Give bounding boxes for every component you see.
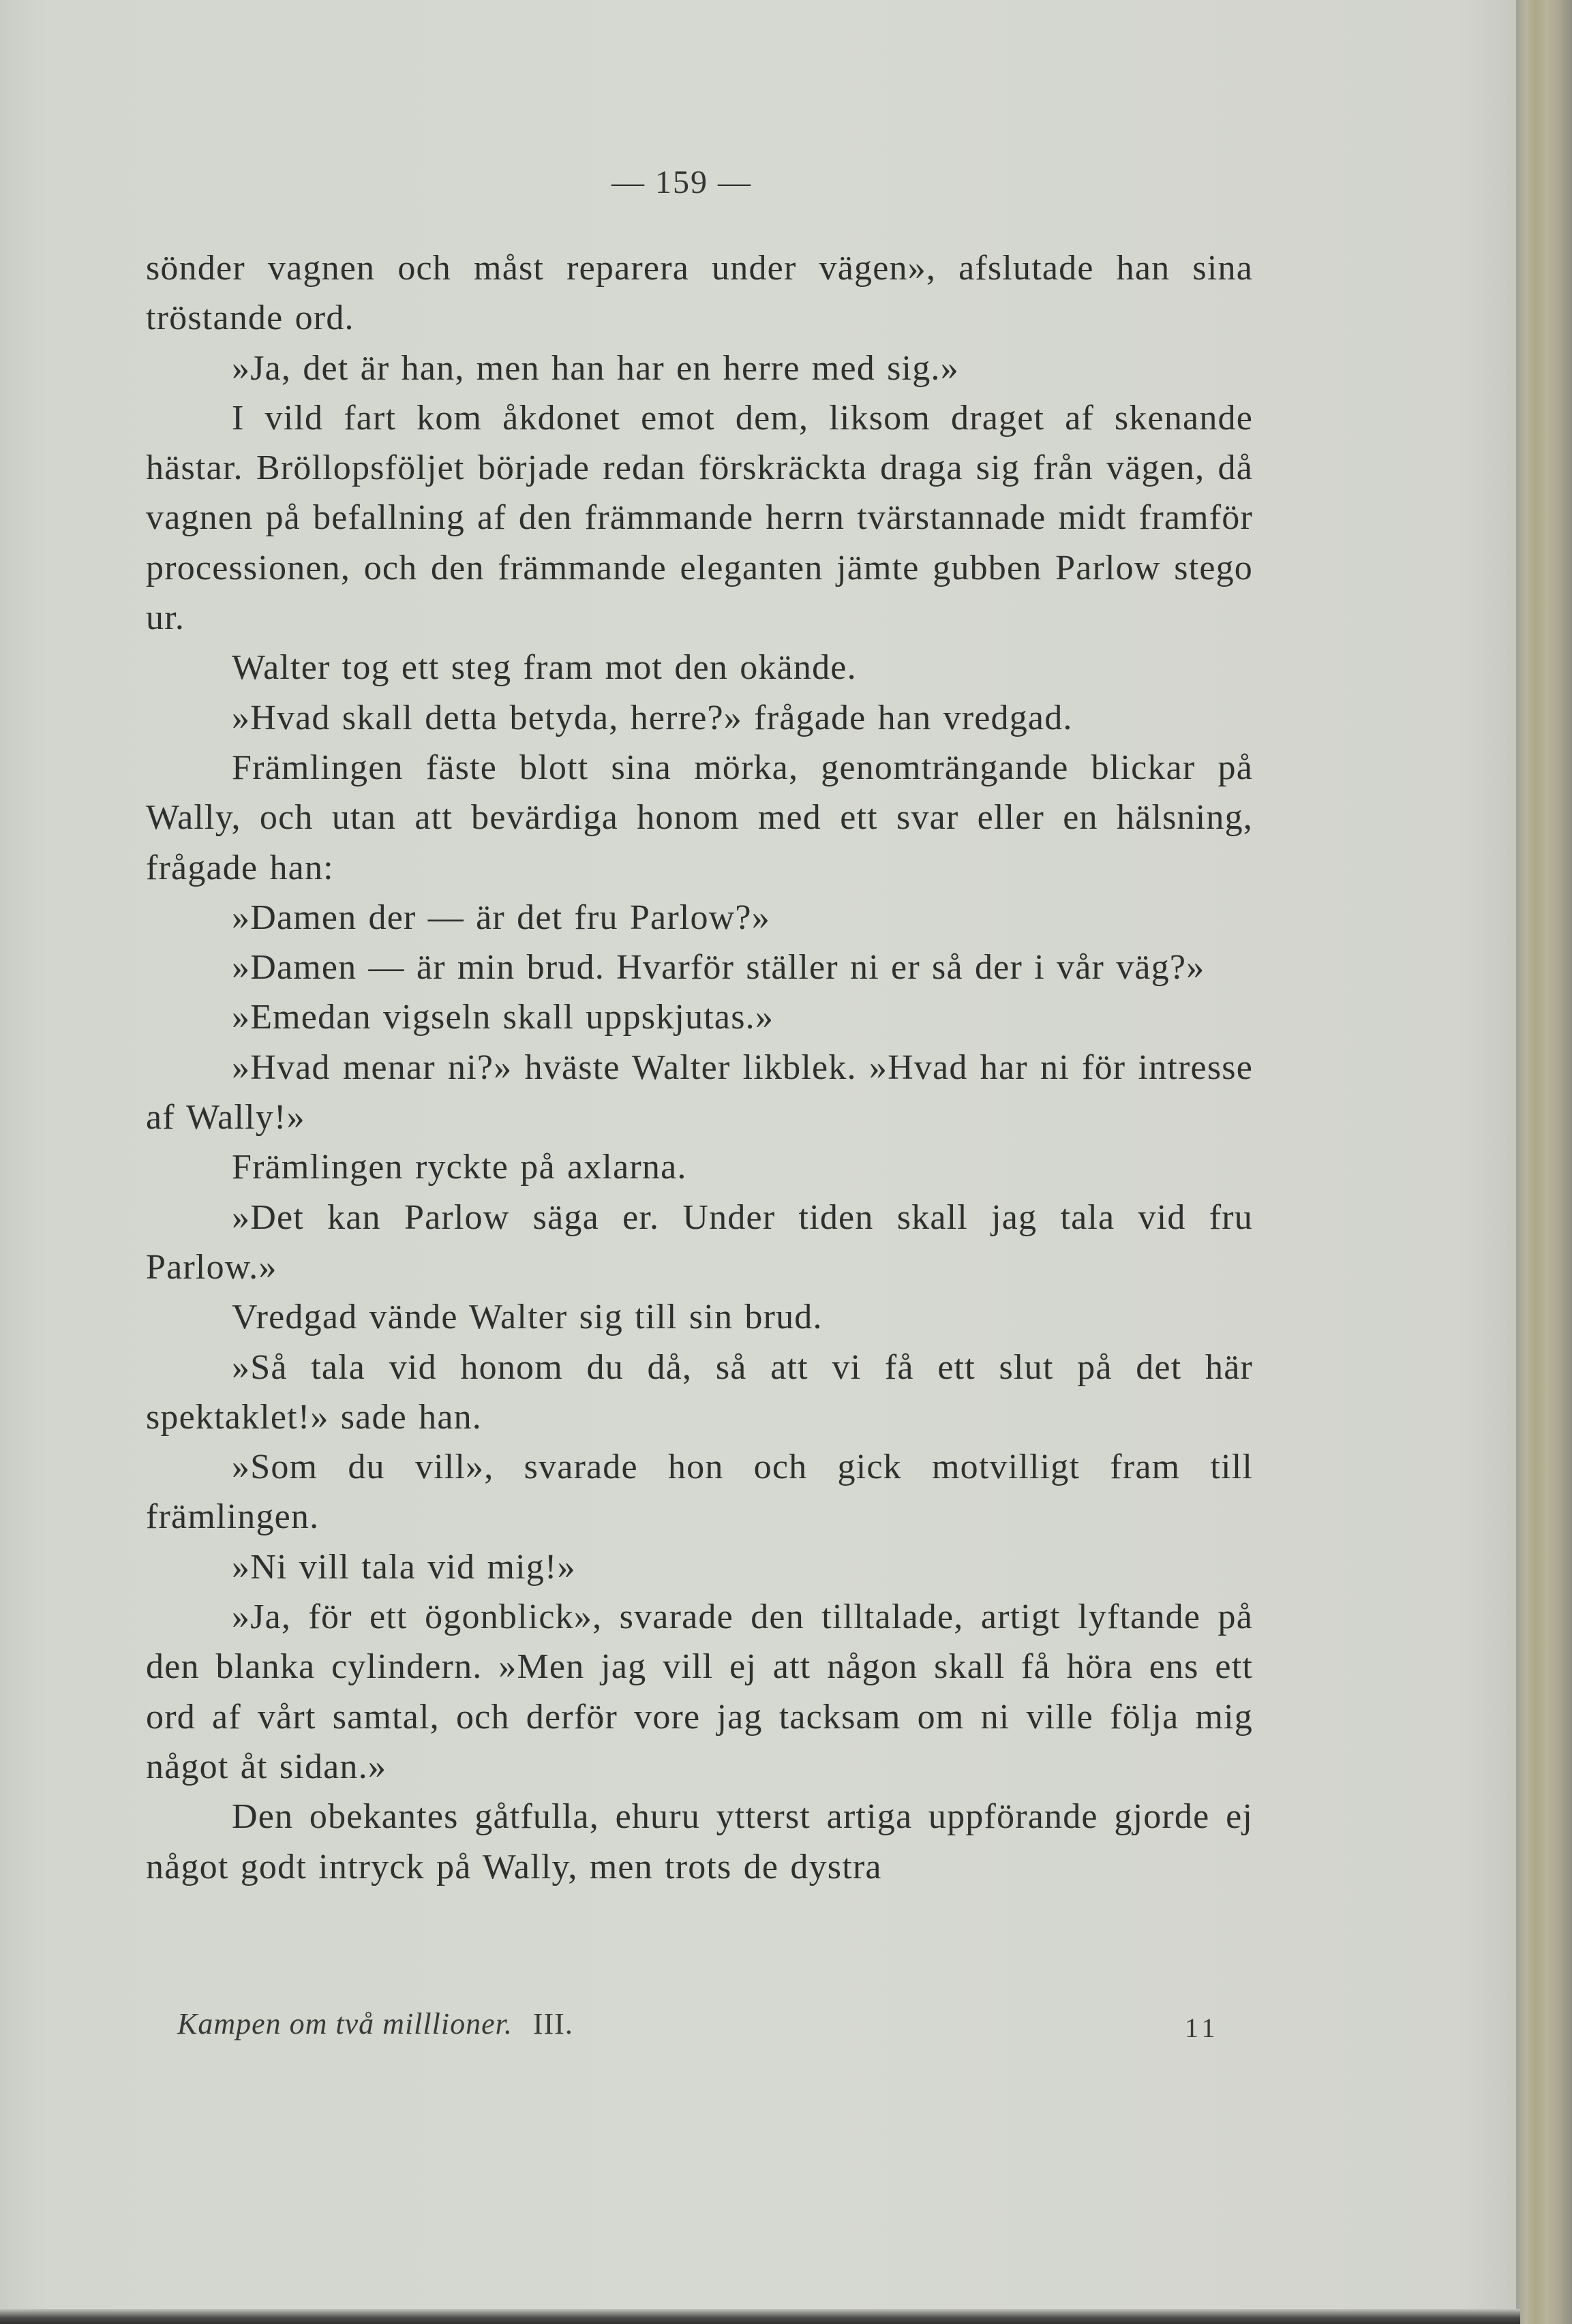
paragraph: »Emedan vigseln skall uppskjutas.» bbox=[232, 998, 774, 1037]
page-bottom-edge bbox=[0, 2309, 1520, 2324]
paragraph: »Ni vill tala vid mig!» bbox=[232, 1547, 576, 1587]
paragraph: I vild fart kom åkdonet emot dem, liksom draget af skenande hästar. Bröllopsföljet började redan förskräckta draga sig från vägen, då vagnen på befallning af den främmande herrn tvärstannade midt framför processionen, och den främmande eleganten jämte gubben Parlow stego ur. bbox=[146, 398, 1253, 638]
paragraph: »Damen — är min brud. Hvarför ställer ni er så der i vår väg?» bbox=[232, 948, 1205, 988]
body-text bbox=[146, 243, 1253, 1892]
footer-volume: III. bbox=[532, 2007, 573, 2040]
page-number: — 159 — bbox=[611, 164, 752, 200]
footer-signature: 11 bbox=[1185, 2013, 1220, 2043]
paragraph: »Som du vill», svarade hon och gick motvilligt fram till främlingen. bbox=[146, 1448, 1253, 1537]
paragraph: Vredgad vände Walter sig till sin brud. bbox=[232, 1298, 823, 1337]
footer-book-title: Kampen om två milllioner. bbox=[177, 2007, 513, 2040]
book-binding-edge bbox=[1516, 0, 1572, 2324]
paragraph: »Det kan Parlow säga er. Under tiden skall jag tala vid fru Parlow.» bbox=[146, 1197, 1253, 1287]
paragraph: »Hvad menar ni?» hväste Walter likblek. »Hvad har ni för intresse af Wally!» bbox=[146, 1048, 1253, 1137]
paragraph: sönder vagnen och måst reparera under vägen», afslutade han sina tröstande ord. bbox=[146, 249, 1253, 338]
paragraph: »Ja, för ett ögonblick», svarade den tilltalade, artigt lyftande på den blanka cylindern. »Men jag vill ej att någon skall få höra ens ett ord af vårt samtal, och derför vore jag tacksam om ni ville följa mig något åt sidan.» bbox=[146, 1597, 1253, 1786]
footer-book-title-line bbox=[177, 2006, 573, 2041]
paragraph: »Så tala vid honom du då, så att vi få ett slut på det här spektaklet!» sade han. bbox=[146, 1347, 1253, 1437]
paragraph: »Damen der — är det fru Parlow?» bbox=[232, 898, 770, 937]
paragraph: Främlingen ryckte på axlarna. bbox=[232, 1148, 687, 1187]
paragraph: Den obekantes gåtfulla, ehuru ytterst artiga uppförande gjorde ej något godt intryck på Wally, men trots de dystra bbox=[146, 1797, 1253, 1886]
paragraph: Främlingen fäste blott sina mörka, genomträngande blickar på Wally, och utan att bevärdiga honom med ett svar eller en hälsning, frågade han: bbox=[146, 748, 1253, 887]
paragraph: Walter tog ett steg fram mot den okände. bbox=[232, 648, 857, 688]
paragraph: »Hvad skall detta betyda, herre?» frågade han vredgad. bbox=[232, 698, 1073, 737]
paragraph: »Ja, det är han, men han har en herre med sig.» bbox=[232, 348, 959, 388]
